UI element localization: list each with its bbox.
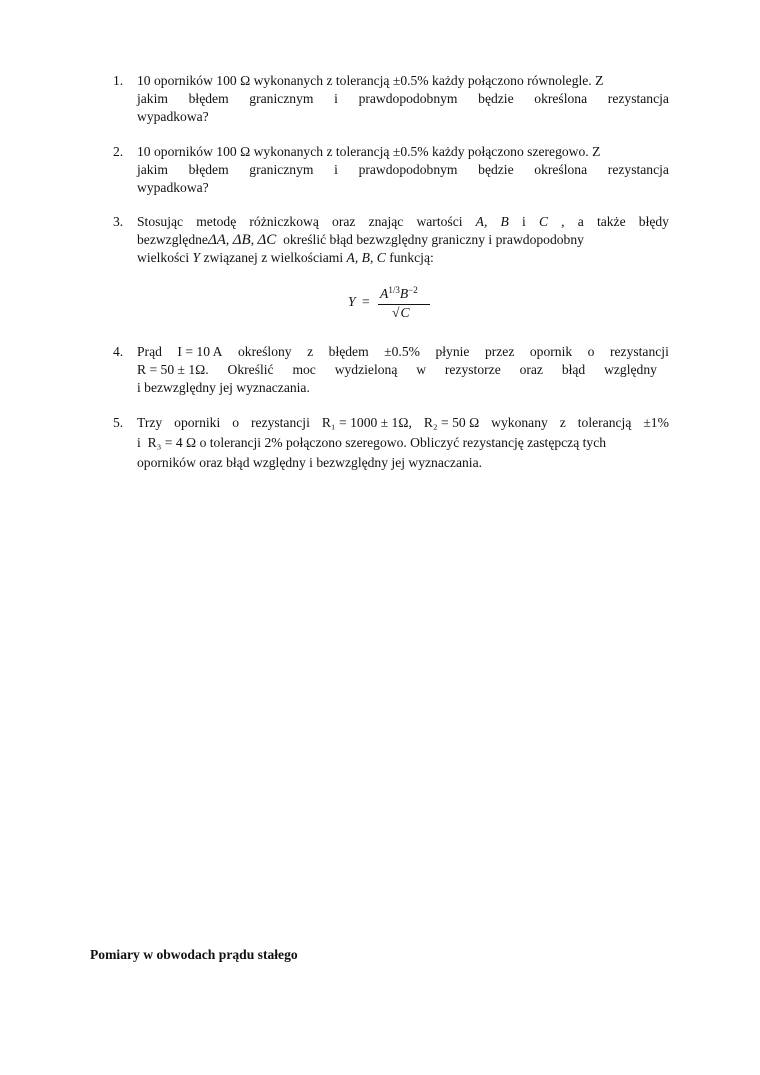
problem-text-line: Prąd I = 10 A określony z błędem ±0.5% płynie przez opornik o rezystancji bbox=[137, 344, 669, 359]
formula-lhs: Y bbox=[348, 294, 356, 309]
problem-text-line: wypadkowa? bbox=[137, 180, 209, 195]
problem-text-line: bezwzględneΔA, ΔB, ΔC określić błąd bezwzględny graniczny i prawdopodobny bbox=[137, 232, 584, 248]
problem-text-line: oporników oraz błąd względny i bezwzględny jej wyznaczania. bbox=[137, 455, 482, 470]
problem-text-line: i bezwzględny jej wyznaczania. bbox=[137, 380, 310, 395]
problem-text-line: wypadkowa? bbox=[137, 109, 209, 124]
delta-a: ΔA bbox=[207, 232, 226, 248]
problem-text-line: i R₃ = 4 Ω o tolerancji 2% połączono szeregowo. Obliczyć rezystancję zastępczą tych bbox=[137, 435, 607, 450]
section-heading: Pomiary w obwodach prądu stałego bbox=[90, 947, 298, 962]
delta-b: ΔB bbox=[232, 232, 251, 248]
formula-equals: = bbox=[362, 294, 370, 309]
problem-number: 3. bbox=[113, 214, 124, 229]
problem-text-line: 10 oporników 100 Ω wykonanych z tolerancją ±0.5% każdy połączono szeregowo. Z bbox=[137, 144, 601, 159]
problem-number: 1. bbox=[113, 73, 124, 88]
formula-numerator: $A^{1/3}B^{-2}$ bbox=[380, 285, 418, 301]
problem-text-line: Stosując metodę różniczkową oraz znając wartości A, B i C , a także błędy bbox=[137, 214, 669, 229]
problem-number: 4. bbox=[113, 344, 124, 359]
problem-number: 2. bbox=[113, 144, 124, 159]
problem-text-line: jakim błędem granicznym i prawdopodobnym będzie określona rezystancja bbox=[137, 162, 669, 177]
problem-number: 5. bbox=[113, 415, 124, 430]
problem-text-line: 10 oporników 100 Ω wykonanych z tolerancją ±0.5% każdy połączono równolegle. Z bbox=[137, 73, 604, 88]
problem-text-line: R = 50 ± 1Ω. Określić moc wydzieloną w rezystorze oraz błąd względny bbox=[137, 362, 657, 377]
formula bbox=[348, 286, 438, 326]
problem-text-line: Trzy oporniki o rezystancji R₁ = 1000 ± 1Ω, R₂ = 50 Ω wykonany z tolerancją ±1% bbox=[137, 415, 669, 430]
problem-text-line: jakim błędem granicznym i prawdopodobnym będzie określona rezystancja bbox=[137, 91, 669, 106]
delta-c: ΔC bbox=[257, 232, 277, 248]
problem-text-line: wielkości Y związanej z wielkościami A, B, C funkcją: bbox=[137, 250, 434, 265]
formula-denominator: √C bbox=[392, 305, 410, 320]
